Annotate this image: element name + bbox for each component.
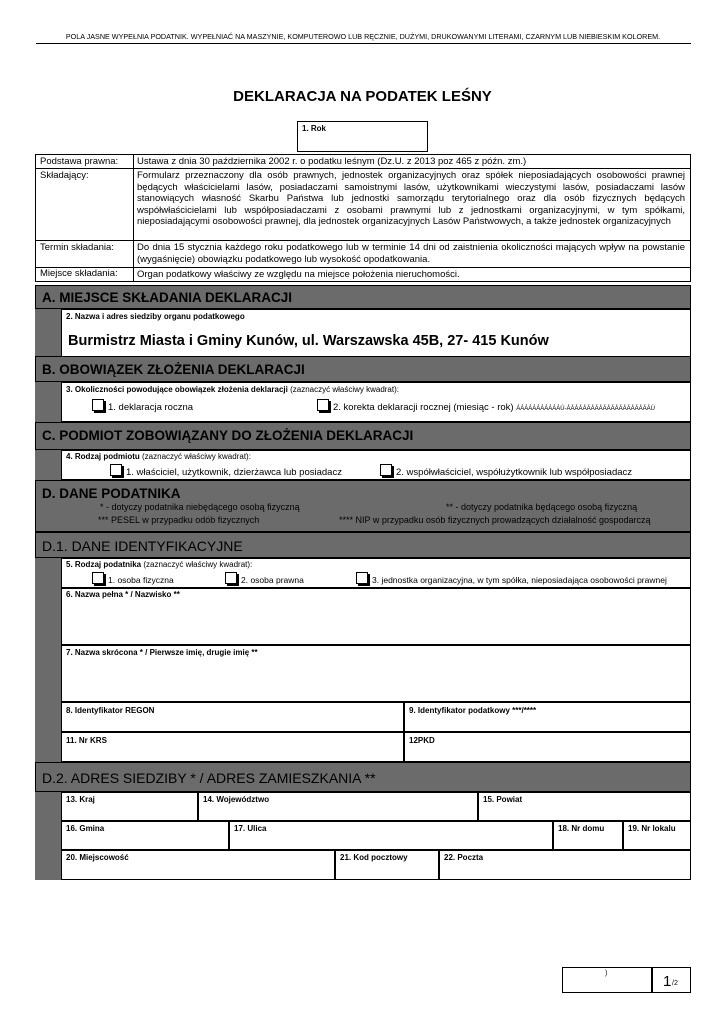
subject-hint: (zaznaczyć właściwy kwadrat): bbox=[142, 452, 251, 461]
info-text: Ustawa z dnia 30 października 2002 r. o podatku leśnym (Dz.U. z 2013 poz 465 z późn. zm.) bbox=[137, 156, 527, 167]
voivodeship-field[interactable] bbox=[198, 792, 478, 821]
page-total: /2 bbox=[672, 980, 678, 987]
section-d2-header: D.2. ADRES SIEDZIBY * / ADRES ZAMIESZKANIA ** bbox=[35, 762, 691, 792]
tax-id-label: 9. Identyfikator podatkowy ***/**** bbox=[409, 706, 537, 715]
year-field[interactable] bbox=[297, 121, 428, 152]
pkd-field[interactable] bbox=[404, 732, 691, 762]
pkd-label: 12PKD bbox=[409, 736, 435, 745]
option-co-owner[interactable] bbox=[380, 464, 632, 478]
option-annual-declaration[interactable] bbox=[92, 399, 193, 413]
taxpayer-type-field bbox=[61, 558, 691, 588]
info-label: Miejsce składania: bbox=[40, 268, 118, 279]
postal-code-label: 21. Kod pocztowy bbox=[340, 853, 408, 862]
full-name-label: 6. Nazwa pełna * / Nazwisko ** bbox=[66, 590, 180, 599]
info-text: Organ podatkowy właściwy ze względu na miejsce położenia nieruchomości. bbox=[137, 269, 460, 280]
section-c-header: C. PODMIOT ZOBOWIĄZANY DO ZŁOŻENIA DEKLARACJI bbox=[35, 422, 691, 450]
left-margin-strip bbox=[35, 309, 61, 362]
option-organizational-unit[interactable] bbox=[356, 572, 667, 585]
subject-field bbox=[61, 450, 691, 480]
tax-id-field[interactable] bbox=[404, 702, 691, 732]
taxpayer-type-label: 5. Rodzaj podatnika bbox=[66, 560, 142, 569]
apartment-number-label: 19. Nr lokalu bbox=[628, 824, 676, 833]
apartment-number-field[interactable] bbox=[623, 821, 691, 850]
commune-field[interactable] bbox=[61, 821, 229, 850]
option-natural-person[interactable] bbox=[92, 572, 174, 585]
krs-field[interactable] bbox=[61, 732, 404, 762]
checkbox-icon[interactable] bbox=[92, 572, 104, 584]
checkbox-icon[interactable] bbox=[380, 464, 392, 476]
post-office-field[interactable] bbox=[439, 850, 691, 880]
info-text: Do dnia 15 stycznia każdego roku podatkowego lub w terminie 14 dni od zaistnienia okoliczności mających wpływ na powstanie (wygaśnięcie) obowiązku podatkowego lub wysokość opodatkowania. bbox=[137, 242, 685, 265]
checkbox-icon[interactable] bbox=[225, 572, 237, 584]
obligation-field bbox=[61, 382, 691, 422]
page-number: 1 bbox=[663, 973, 672, 990]
post-office-label: 22. Poczta bbox=[444, 853, 484, 862]
info-label: Podstawa prawna: bbox=[40, 156, 119, 167]
city-field[interactable] bbox=[61, 850, 335, 880]
header-note: POLA JASNE WYPEŁNIA PODATNIK. WYPEŁNIAĆ NA MASZYNIE, KOMPUTEROWO LUB RĘCZNIE, DUŻYMI, DRUKOWANYMI LITERAMI, CZARNYM LUB NIEBIESKIM KOLOREM. bbox=[65, 32, 661, 41]
short-name-field[interactable] bbox=[61, 645, 691, 702]
commune-label: 16. Gmina bbox=[66, 824, 105, 833]
checkbox-icon[interactable] bbox=[110, 464, 122, 476]
footer-mark: ) bbox=[605, 970, 608, 977]
option-owner[interactable] bbox=[110, 464, 342, 478]
county-field[interactable] bbox=[478, 792, 691, 821]
obligation-hint: (zaznaczyć właściwy kwadrat): bbox=[290, 385, 399, 394]
obligation-label: 3. Okoliczności powodujące obowiązek złożenia deklaracji bbox=[66, 385, 288, 394]
option-label: 1. właściciel, użytkownik, dzierżawca lub posiadacz bbox=[126, 467, 342, 478]
tax-office-label: 2. Nazwa i adres siedziby organu podatkowego bbox=[66, 312, 245, 321]
county-label: 15. Powiat bbox=[483, 795, 523, 804]
country-field[interactable] bbox=[61, 792, 198, 821]
correction-date-fill: ÁÁÁÁÁÁÁÁÁÁÁÚ-ÁÁÁÁÁÁÁÁÁÁÁÁÁÁÁÁÁÁÁÁÁÚ bbox=[516, 406, 655, 412]
postal-code-field[interactable] bbox=[335, 850, 439, 880]
checkbox-icon[interactable] bbox=[92, 399, 104, 411]
section-b-header: B. OBOWIĄZEK ZŁOŻENIA DEKLARACJI bbox=[35, 356, 691, 382]
header-rule bbox=[36, 43, 691, 44]
checkbox-icon[interactable] bbox=[317, 399, 329, 411]
taxpayer-type-hint: (zaznaczyć właściwy kwadrat): bbox=[143, 560, 253, 569]
option-correction[interactable] bbox=[317, 399, 655, 413]
option-label: 1. deklaracja roczna bbox=[108, 402, 194, 413]
regon-label: 8. Identyfikator REGON bbox=[66, 706, 155, 715]
left-margin-strip bbox=[35, 382, 61, 422]
page-title: DEKLARACJA NA PODATEK LEŚNY bbox=[233, 88, 492, 105]
krs-label: 11. Nr KRS bbox=[66, 736, 107, 745]
note-3: *** PESEL w przypadku odób fizycznych bbox=[98, 515, 260, 525]
regon-field[interactable] bbox=[61, 702, 404, 732]
option-label: 2. współwłaściciel, współużytkownik lub współposiadacz bbox=[396, 467, 633, 478]
info-text: Formularz przeznaczony dla osób prawnych, jednostek organizacyjnych oraz spółek nieposiadających osobowości prawnej będących właścicielami lasów, posiadaczami samoistnymi lasów, użytkownikami wieczystymi lasów, posiadaczami lasów stanowiących własność Skarbu Państwa lub jednostki samorządu terytorialnego oraz dla osób fizycznych będących współwłaścicielami lub współposiadaczami z osobami prawnymi lub z jednostkami organizacyjnymi, w tym spółkami, nieposiadającymi osobowości prawnej, dla jednostek organizacyjnych Lasów Państwowych, a także jednostek organizacyjnych bbox=[137, 170, 685, 227]
option-label: 2. osoba prawna bbox=[241, 575, 304, 585]
tax-office-value: Burmistrz Miasta i Gminy Kunów, ul. Warszawska 45B, 27- 415 Kunów bbox=[68, 333, 549, 349]
info-label: Składający: bbox=[40, 170, 89, 181]
section-a-header: A. MIEJSCE SKŁADANIA DEKLARACJI bbox=[35, 285, 691, 309]
year-label: 1. Rok bbox=[302, 124, 327, 133]
subject-label: 4. Rodzaj podmiotu bbox=[66, 452, 140, 461]
page-number-box bbox=[652, 967, 691, 993]
left-margin-strip bbox=[35, 558, 61, 762]
country-label: 13. Kraj bbox=[66, 795, 95, 804]
house-number-field[interactable] bbox=[553, 821, 623, 850]
house-number-label: 18. Nr domu bbox=[558, 824, 605, 833]
footer-mark-box bbox=[562, 967, 652, 993]
note-1: * - dotyczy podatnika niebędącego osobą fizyczną bbox=[100, 502, 300, 512]
tax-office-field[interactable] bbox=[61, 309, 691, 362]
full-name-field[interactable] bbox=[61, 588, 691, 645]
city-label: 20. Miejscowość bbox=[66, 853, 129, 862]
street-field[interactable] bbox=[229, 821, 553, 850]
checkbox-icon[interactable] bbox=[356, 572, 368, 584]
info-table bbox=[35, 154, 691, 282]
section-d-header bbox=[35, 480, 691, 532]
left-margin-strip bbox=[35, 450, 61, 480]
option-legal-person[interactable] bbox=[225, 572, 304, 585]
note-2: ** - dotyczy podatnika będącego osobą fizyczną bbox=[446, 502, 638, 512]
note-4: **** NIP w przypadku osób fizycznych prowadzących działalność gospodarczą bbox=[339, 515, 651, 525]
short-name-label: 7. Nazwa skrócona * / Pierwsze imię, drugie imię ** bbox=[66, 648, 258, 657]
info-label: Termin składania: bbox=[40, 242, 114, 253]
street-label: 17. Ulica bbox=[234, 824, 267, 833]
section-d-title: D. DANE PODATNIKA bbox=[42, 486, 181, 501]
option-label: 1. osoba fizyczna bbox=[108, 575, 174, 585]
left-margin-strip bbox=[35, 792, 61, 880]
section-d1-header: D.1. DANE IDENTYFIKACYJNE bbox=[35, 532, 691, 558]
voivodeship-label: 14. Województwo bbox=[203, 795, 270, 804]
option-label: 2. korekta deklaracji rocznej (miesiąc - rok) bbox=[333, 402, 514, 413]
option-label: 3. jednostka organizacyjna, w tym spółka, nieposiadająca osobowości prawnej bbox=[372, 575, 667, 585]
